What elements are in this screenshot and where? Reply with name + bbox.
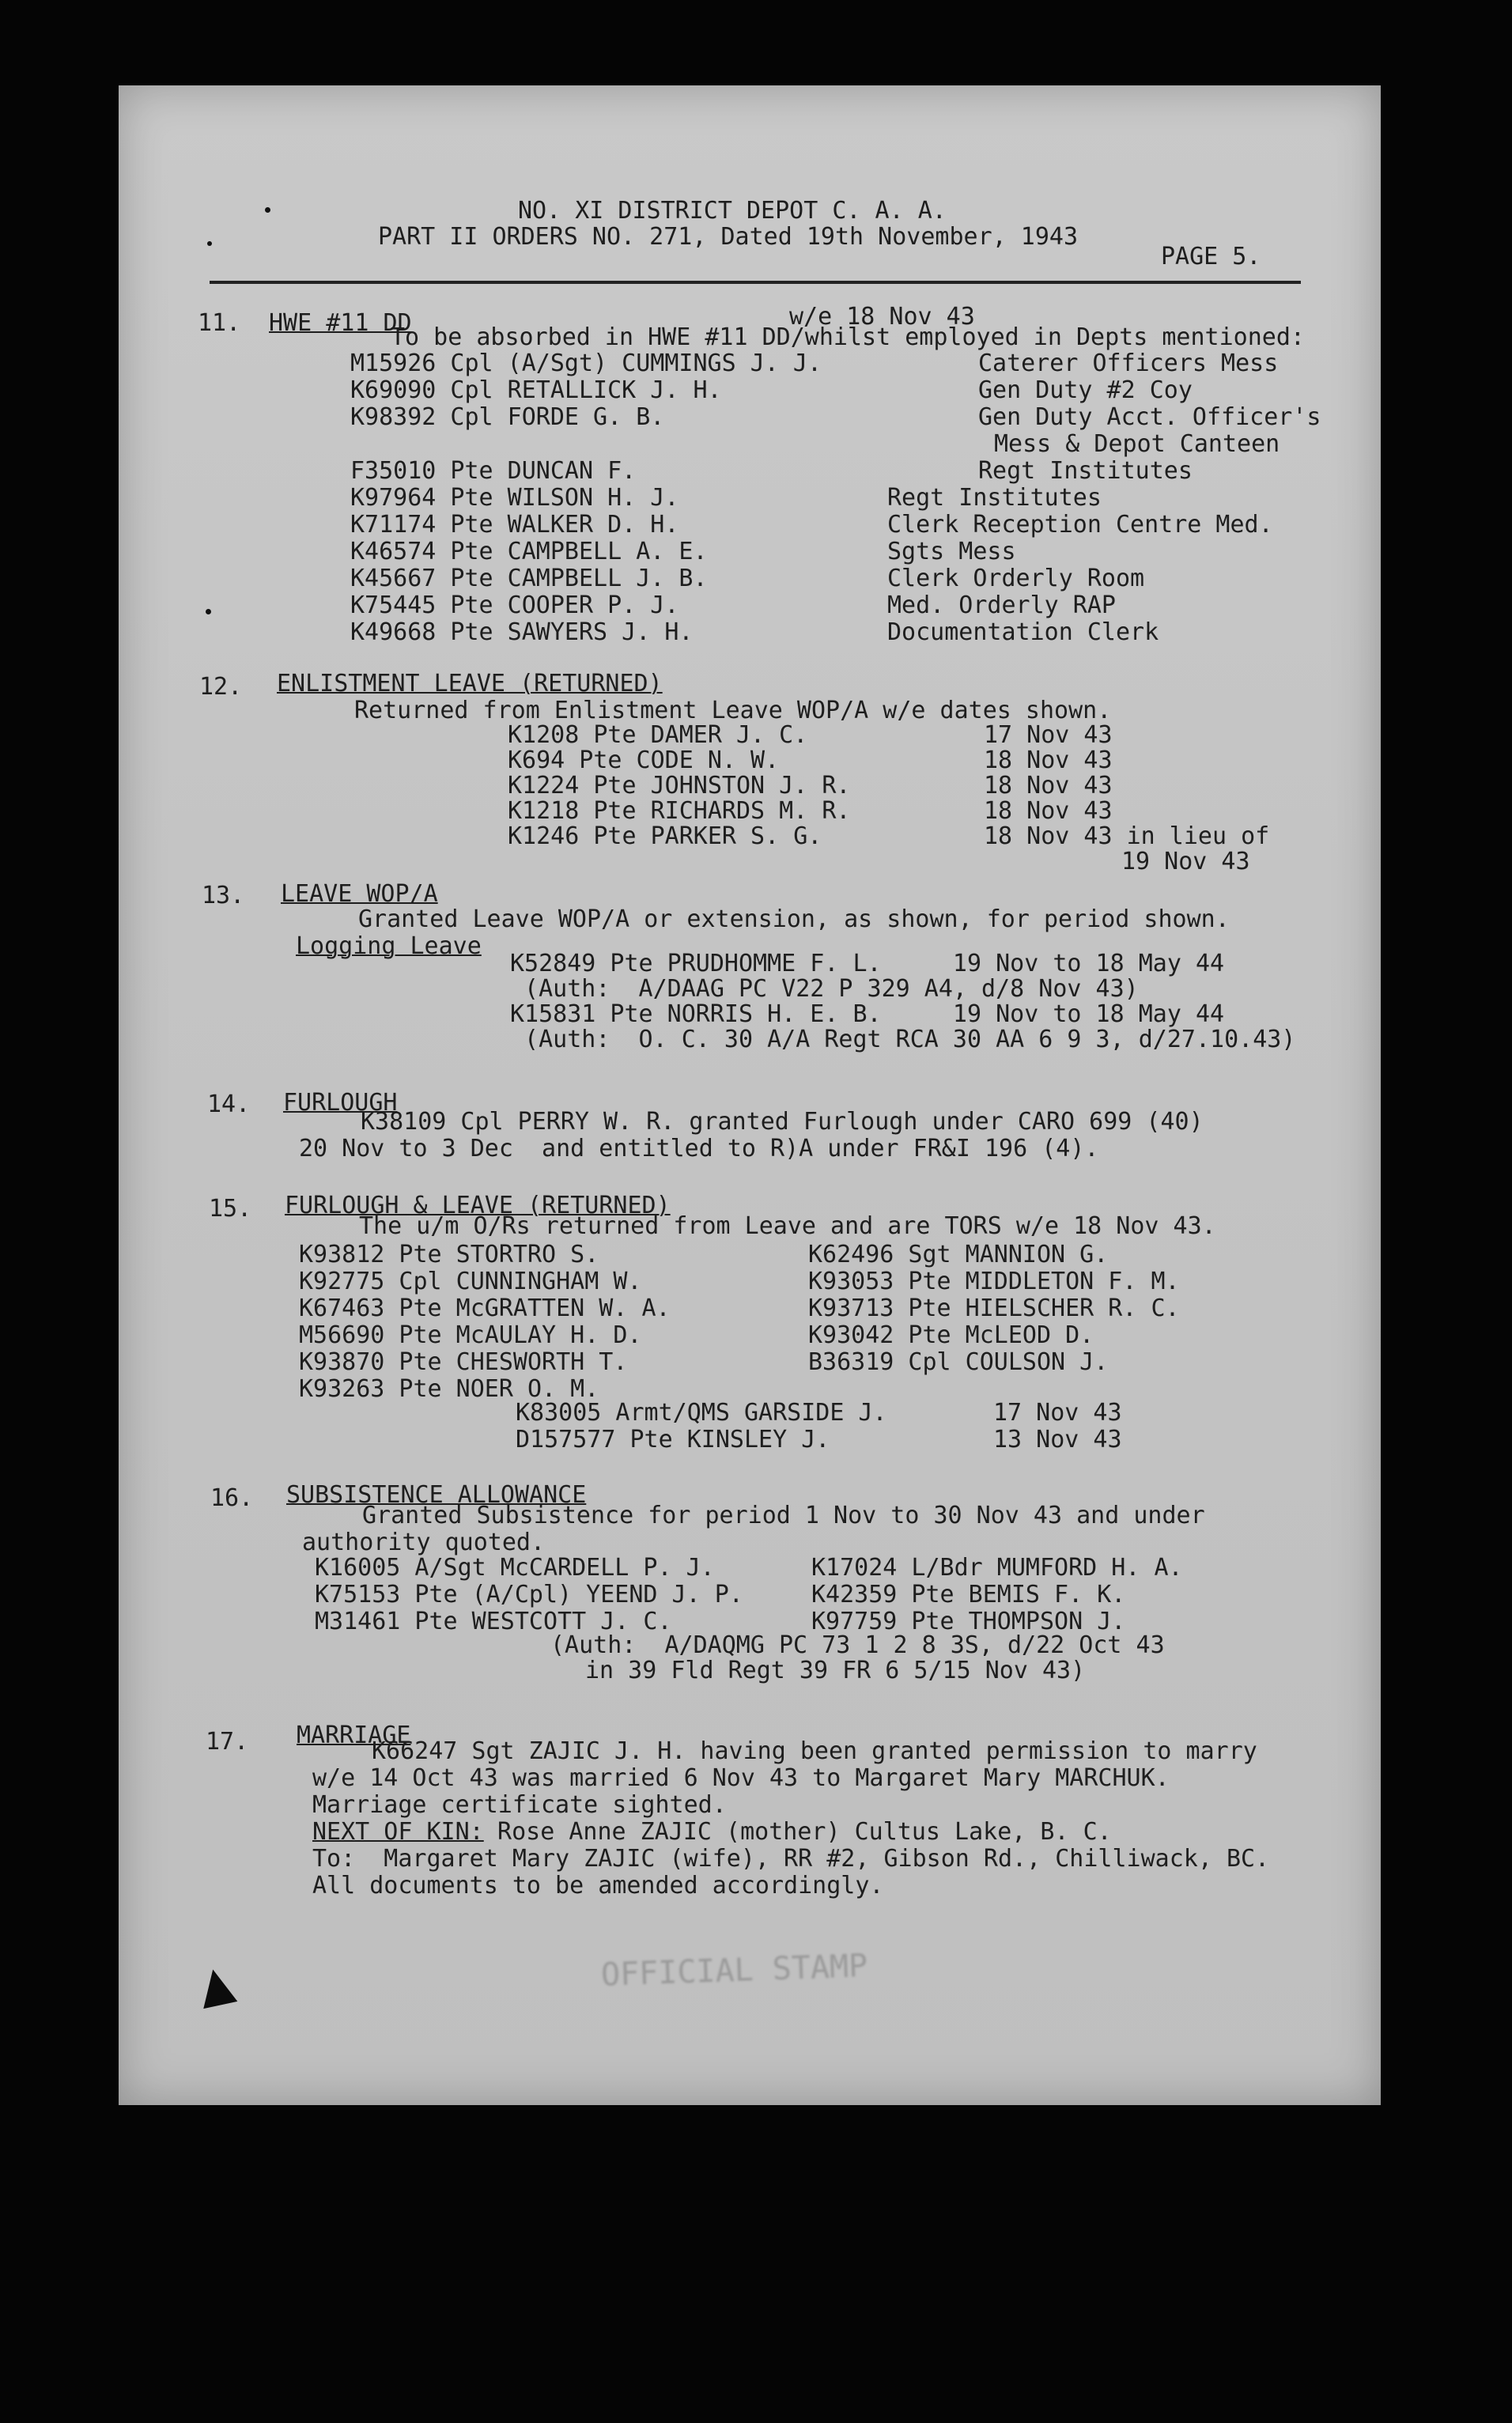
personnel-name: K93042 Pte McLEOD D. (808, 1321, 1094, 1349)
leave-entry: K15831 Pte NORRIS H. E. B. 19 Nov to 18 May 44 (510, 1000, 1225, 1028)
faded-stamp: OFFICIAL STAMP (600, 1948, 868, 1994)
section-17-line-2: w/e 14 Oct 43 was married 6 Nov 43 to Margaret Mary MARCHUK. (312, 1764, 1170, 1792)
department: Med. Orderly RAP (887, 592, 1116, 619)
department: Mess & Depot Canteen (994, 430, 1280, 458)
personnel-name: K71174 Pte WALKER D. H. (350, 511, 679, 539)
section-17-line-3: Marriage certificate sighted. (312, 1791, 727, 1819)
personnel-name: D157577 Pte KINSLEY J. (516, 1426, 830, 1453)
personnel-name: K93053 Pte MIDDLETON F. M. (808, 1268, 1180, 1295)
return-date: 18 Nov 43 (984, 772, 1113, 799)
personnel-name: K1224 Pte JOHNSTON J. R. (508, 772, 851, 799)
department: Clerk Orderly Room (887, 565, 1145, 592)
personnel-name: K694 Pte CODE N. W. (508, 747, 780, 774)
personnel-name: M56690 Pte McAULAY H. D. (299, 1321, 642, 1349)
personnel-name: K42359 Pte BEMIS F. K. (811, 1581, 1126, 1608)
return-date: 13 Nov 43 (993, 1426, 1122, 1453)
section-17-line-1: K66247 Sgt ZAJIC J. H. having been granted permission to marry (372, 1737, 1257, 1765)
department: Gen Duty Acct. Officer's (978, 403, 1321, 431)
section-13-subtitle: Logging Leave (296, 932, 482, 960)
section-14-title: FURLOUGH (283, 1089, 398, 1117)
personnel-name: K46574 Pte CAMPBELL A. E. (350, 538, 708, 565)
department: Regt Institutes (887, 484, 1102, 512)
personnel-name: K1218 Pte RICHARDS M. R. (508, 797, 851, 825)
section-17-title: MARRIAGE (297, 1722, 411, 1749)
section-17-line-6: All documents to be amended accordingly. (312, 1872, 884, 1899)
department: Clerk Reception Centre Med. (887, 511, 1273, 539)
section-17-number: 17. (206, 1728, 249, 1756)
department: Sgts Mess (887, 538, 1016, 565)
leave-entry: (Auth: A/DAAG PC V22 P 329 A4, d/8 Nov 43) (510, 975, 1139, 1003)
next-of-kin-label: NEXT OF KIN: (312, 1818, 484, 1846)
personnel-name: K93713 Pte HIELSCHER R. C. (808, 1295, 1180, 1322)
personnel-name: K45667 Pte CAMPBELL J. B. (350, 565, 708, 592)
section-11-intro: To be absorbed in HWE #11 DD/whilst employed in Depts mentioned: (391, 323, 1305, 351)
personnel-name: K1246 Pte PARKER S. G. (508, 822, 822, 850)
personnel-name: K93812 Pte STORTRO S. (299, 1241, 599, 1268)
section-14-number: 14. (207, 1091, 251, 1118)
return-date: 17 Nov 43 (993, 1399, 1122, 1427)
section-12-number: 12. (199, 673, 243, 701)
personnel-name: K97759 Pte THOMPSON J. (811, 1608, 1126, 1635)
section-16-intro-2: authority quoted. (302, 1529, 546, 1556)
section-11-title: HWE #11 DD (269, 309, 412, 337)
section-15-intro: The u/m O/Rs returned from Leave and are TORS w/e 18 Nov 43. (359, 1212, 1216, 1240)
personnel-name: F35010 Pte DUNCAN F. (350, 457, 637, 485)
personnel-name: K92775 Cpl CUNNINGHAM W. (299, 1268, 642, 1295)
personnel-name: K97964 Pte WILSON H. J. (350, 484, 679, 512)
personnel-name: K69090 Cpl RETALLICK J. H. (350, 376, 722, 404)
section-14-line-2: 20 Nov to 3 Dec and entitled to R)A under FR&I 196 (4). (299, 1135, 1099, 1162)
section-16-title: SUBSISTENCE ALLOWANCE (286, 1481, 587, 1509)
personnel-name: M15926 Cpl (A/Sgt) CUMMINGS J. J. (350, 350, 822, 377)
section-14-line-1: K38109 Cpl PERRY W. R. granted Furlough under CARO 699 (40) (361, 1108, 1204, 1136)
section-17-line-5: To: Margaret Mary ZAJIC (wife), RR #2, Gibson Rd., Chilliwack, BC. (312, 1845, 1270, 1873)
return-date: 18 Nov 43 in lieu of (984, 822, 1270, 850)
department: Regt Institutes (978, 457, 1193, 485)
section-11-number: 11. (198, 309, 241, 337)
header-rule (210, 281, 1301, 284)
section-12-title: ENLISTMENT LEAVE (RETURNED) (277, 670, 663, 697)
leave-entry: (Auth: O. C. 30 A/A Regt RCA 30 AA 6 9 3, d/27.10.43) (510, 1026, 1296, 1053)
personnel-name: B36319 Cpl COULSON J. (808, 1348, 1109, 1376)
return-date: 18 Nov 43 (984, 797, 1113, 825)
personnel-name: K93263 Pte NOER O. M. (299, 1375, 599, 1403)
section-15-title: FURLOUGH & LEAVE (RETURNED) (285, 1192, 671, 1219)
section-13-number: 13. (202, 882, 245, 909)
return-date: 18 Nov 43 (984, 747, 1113, 774)
personnel-name: K1208 Pte DAMER J. C. (508, 721, 808, 749)
personnel-name: K17024 L/Bdr MUMFORD H. A. (811, 1554, 1183, 1582)
header-title: NO. XI DISTRICT DEPOT C. A. A. (518, 197, 947, 225)
section-12-intro: Returned from Enlistment Leave WOP/A w/e dates shown. (354, 697, 1112, 724)
personnel-name: K93870 Pte CHESWORTH T. (299, 1348, 628, 1376)
department: Documentation Clerk (887, 618, 1159, 646)
section-16-number: 16. (210, 1484, 254, 1512)
section-16-intro-1: Granted Subsistence for period 1 Nov to 30 Nov 43 and under (362, 1502, 1205, 1529)
leave-entry: K52849 Pte PRUDHOMME F. L. 19 Nov to 18 May 44 (510, 950, 1225, 977)
department: Caterer Officers Mess (978, 350, 1279, 377)
personnel-name: K75445 Pte COOPER P. J. (350, 592, 679, 619)
personnel-name: K83005 Armt/QMS GARSIDE J. (516, 1399, 887, 1427)
punch-dot (265, 207, 270, 213)
section-16-auth-1: (Auth: A/DAQMG PC 73 1 2 8 3S, d/22 Oct 43 (550, 1631, 1165, 1659)
arrow-mark (196, 1966, 238, 2009)
personnel-name: K75153 Pte (A/Cpl) YEEND J. P. (315, 1581, 743, 1608)
page-number: PAGE 5. (1161, 243, 1261, 270)
section-13-intro: Granted Leave WOP/A or extension, as shown, for period shown. (358, 905, 1230, 933)
personnel-name: M31461 Pte WESTCOTT J. C. (315, 1608, 672, 1635)
punch-dot (207, 241, 212, 246)
return-date: 17 Nov 43 (984, 721, 1113, 749)
department: Gen Duty #2 Coy (978, 376, 1193, 404)
personnel-name: K62496 Sgt MANNION G. (808, 1241, 1109, 1268)
header-orders-line: PART II ORDERS NO. 271, Dated 19th November, 1943 (378, 223, 1079, 251)
punch-dot (206, 609, 211, 614)
section-16-auth-2: in 39 Fld Regt 39 FR 6 5/15 Nov 43) (585, 1657, 1086, 1684)
personnel-name: K16005 A/Sgt McCARDELL P. J. (315, 1554, 715, 1582)
personnel-name: K67463 Pte McGRATTEN W. A. (299, 1295, 671, 1322)
next-of-kin-value: Rose Anne ZAJIC (mother) Cultus Lake, B. C. (483, 1818, 1112, 1846)
return-date: 19 Nov 43 (1121, 848, 1250, 875)
section-13-title: LEAVE WOP/A (281, 880, 438, 908)
section-11-week: w/e 18 Nov 43 (789, 303, 975, 331)
section-15-number: 15. (209, 1195, 252, 1223)
personnel-name: K98392 Cpl FORDE G. B. (350, 403, 665, 431)
personnel-name: K49668 Pte SAWYERS J. H. (350, 618, 694, 646)
